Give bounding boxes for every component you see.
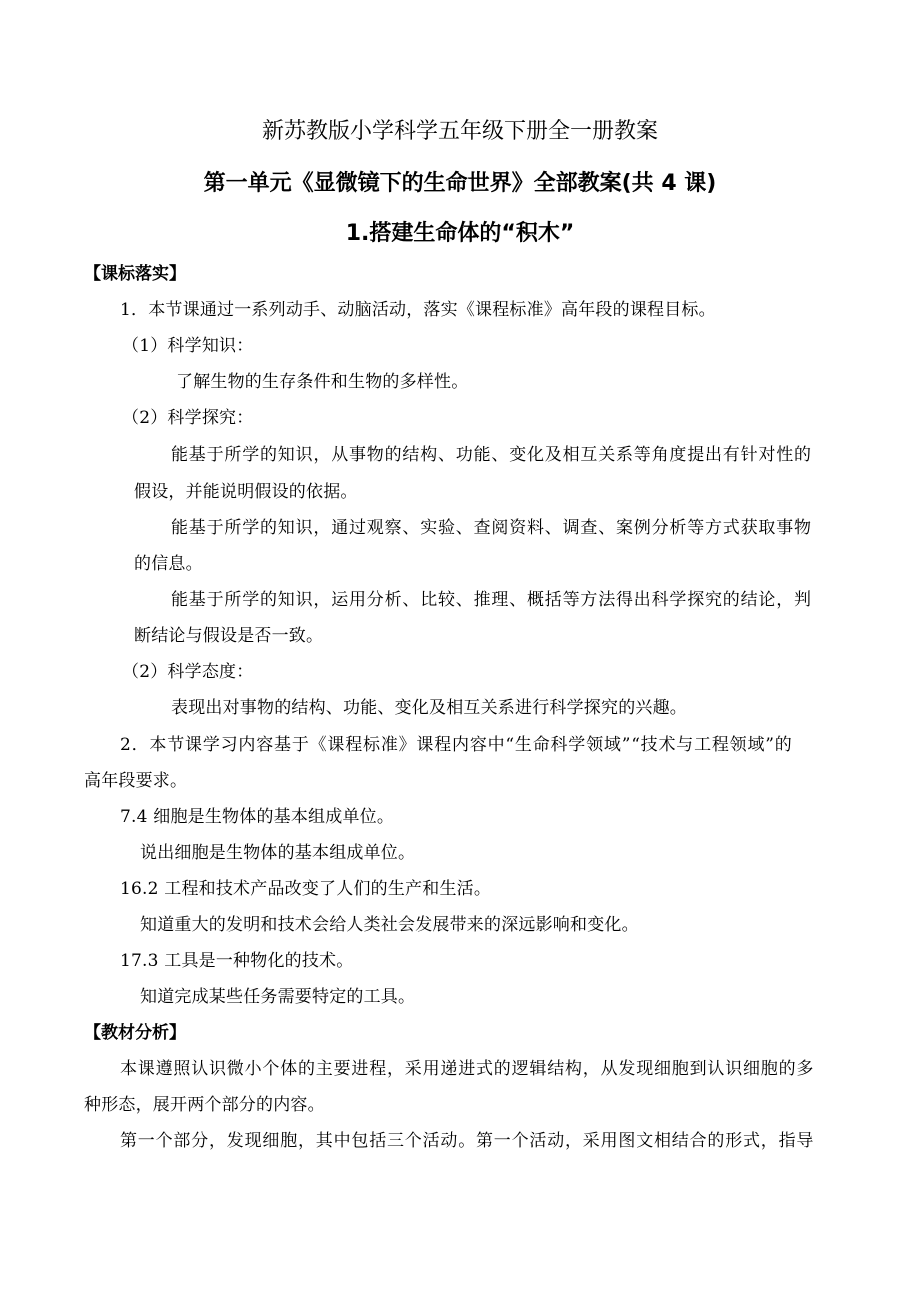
lesson-title: 1.搭建生命体的“积木” <box>345 221 575 246</box>
document-title: 新苏教版小学科学五年级下册全一册教案 <box>261 119 658 144</box>
subheading-knowledge: （1）科学知识： <box>122 336 254 356</box>
inquiry-para3-line1: 能基于所学的知识，运用分析、比较、推理、概括等方法得出科学探究的结论，判 <box>171 590 812 610</box>
section-heading-analysis: 【教材分析】 <box>84 1023 186 1043</box>
inquiry-para1-line2: 假设，并能说明假设的依据。 <box>134 482 358 502</box>
standard-16-2-text: 知道重大的发明和技术会给人类社会发展带来的深远影响和变化。 <box>140 915 639 935</box>
standard-17-3-title: 17.3 工具是一种物化的技术。 <box>120 951 354 971</box>
text-knowledge: 了解生物的生存条件和生物的多样性。 <box>176 372 469 392</box>
text-attitude: 表现出对事物的结构、功能、变化及相互关系进行科学探究的兴趣。 <box>171 698 687 718</box>
standard-7-4-title: 7.4 细胞是生物体的基本组成单位。 <box>120 807 395 827</box>
subheading-inquiry: （2）科学探究： <box>122 408 254 428</box>
paragraph-standards-2-line1: 2．本节课学习内容基于《课程标准》课程内容中“生命科学领域”“技术与工程领域”的 <box>120 735 793 755</box>
standard-7-4-text: 说出细胞是生物体的基本组成单位。 <box>140 843 416 863</box>
inquiry-para1-line1: 能基于所学的知识，从事物的结构、功能、变化及相互关系等角度提出有针对性的 <box>171 445 812 465</box>
analysis-para1-line1: 本课遵照认识微小个体的主要进程，采用递进式的逻辑结构，从发现细胞到认识细胞的多 <box>120 1059 815 1079</box>
unit-title: 第一单元《显微镜下的生命世界》全部教案(共 4 课) <box>203 171 717 196</box>
standard-16-2-title: 16.2 工程和技术产品改变了人们的生产和生活。 <box>120 879 492 899</box>
standard-17-3-text: 知道完成某些任务需要特定的工具。 <box>140 987 416 1007</box>
inquiry-para3-line2: 断结论与假设是否一致。 <box>134 626 324 646</box>
paragraph-standards-2-line2: 高年段要求。 <box>84 771 188 791</box>
inquiry-para2-line1: 能基于所学的知识，通过观察、实验、查阅资料、调查、案例分析等方式获取事物 <box>171 518 812 538</box>
analysis-para1-line2: 种形态，展开两个部分的内容。 <box>84 1095 325 1115</box>
section-heading-standards: 【课标落实】 <box>84 264 186 284</box>
paragraph-standards-1: 1．本节课通过一系列动手、动脑活动，落实《课程标准》高年段的课程目标。 <box>120 300 716 320</box>
subheading-attitude: （2）科学态度： <box>122 662 254 682</box>
analysis-para2-line1: 第一个部分，发现细胞，其中包括三个活动。第一个活动，采用图文相结合的形式，指导 <box>120 1131 815 1151</box>
inquiry-para2-line2: 的信息。 <box>134 554 203 574</box>
